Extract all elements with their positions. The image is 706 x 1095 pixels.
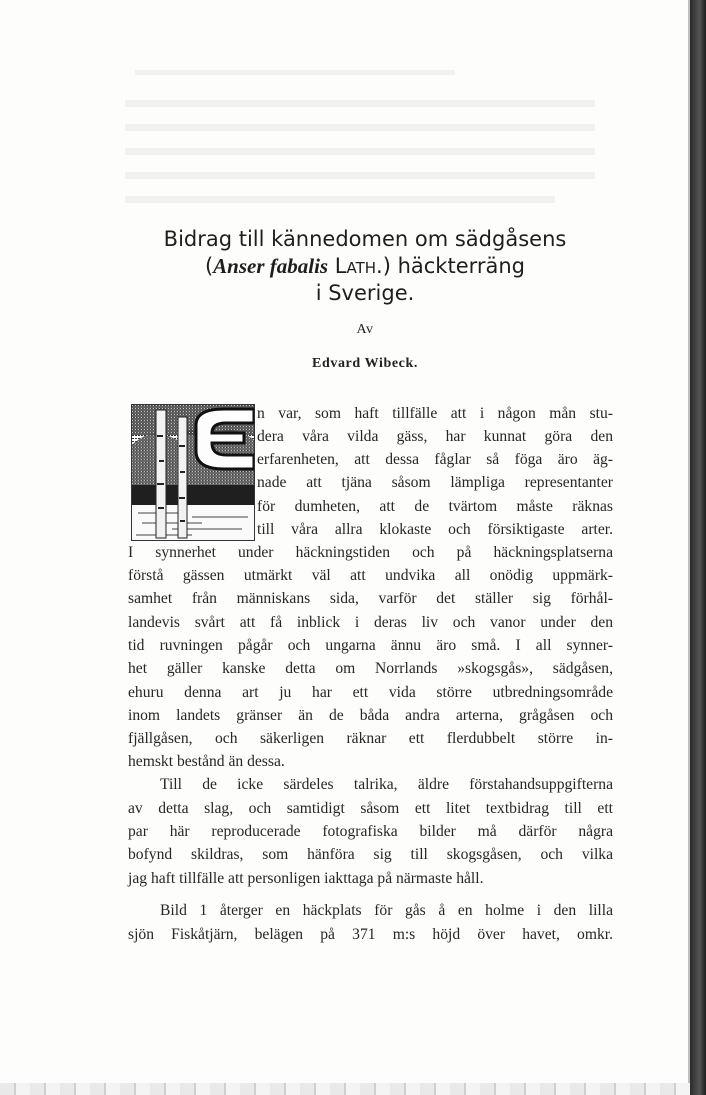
birch-tree-illustration xyxy=(132,405,254,540)
text-line: förstå gässen utmärkt väl att undvika all onödig uppmärk- xyxy=(128,567,613,584)
title-line-2 xyxy=(100,253,630,280)
text-line: hemskt bestånd än dessa. xyxy=(128,753,285,770)
text-line: Bild 1 återger en häckplats för gås å en holme i den lilla xyxy=(160,902,613,919)
text-line: tid ruvningen pågår och ungarna ännu äro små. I all synner- xyxy=(128,637,613,654)
title-line-3: i Sverige. xyxy=(315,281,415,305)
text-line: Till de icke särdeles talrika, äldre förstahandsuppgifterna xyxy=(160,776,613,793)
text-line: bofynd skildras, som hänföra sig till skogsgåsen, och vilka xyxy=(128,846,613,863)
bleed-through-text xyxy=(125,148,595,155)
text-line: nade att tjäna såsom lämpliga representanter xyxy=(257,474,613,491)
title-line-1: Bidrag till kännedomen om sädgåsens xyxy=(163,227,567,251)
text-line: för dumheten, att de tvärtom måste räknas xyxy=(257,498,613,515)
drop-cap-letter-shape xyxy=(196,409,254,469)
text-line: av detta slag, och samtidigt såsom ett litet textbidrag till ett xyxy=(128,800,613,817)
scientific-name: Anser fabalis xyxy=(213,254,329,278)
text-line: het gäller kanske detta om Norrlands »skogsgås», sädgåsen, xyxy=(128,660,613,677)
text-line: dera våra vilda gäss, har kunnat göra den xyxy=(257,428,613,445)
text-line: n var, som haft tillfälle att i någon mån stu- xyxy=(257,405,613,422)
text-line: landevis svårt att få inblick i deras liv och vanor under den xyxy=(128,614,613,631)
text-line: erfarenheten, att dessa fåglar så föga äro äg- xyxy=(257,451,613,468)
decorated-initial xyxy=(131,404,255,541)
title-line-2-rest: ) häckterräng xyxy=(382,254,526,278)
bleed-through-text xyxy=(125,172,595,179)
text-line: par här reproducerade fotografiska bilder må därför några xyxy=(128,823,613,840)
text-line: inom landets gränser än de båda andra arterna, grågåsen och xyxy=(128,707,613,724)
text-line: fjällgåsen, och säkerligen räknar ett flerdubbelt större in- xyxy=(128,730,613,747)
title-open-paren: ( xyxy=(204,254,214,278)
bleed-through-text xyxy=(125,100,595,107)
text-line: ehuru denna art ju har ett vida större utbredningsområde xyxy=(128,684,613,701)
text-line: jag haft tillfälle att personligen iakttaga på närmaste håll. xyxy=(128,870,484,887)
text-line: samhet från människans sida, varför det ställer sig förhål- xyxy=(128,590,613,607)
bleed-through-text xyxy=(135,70,455,75)
species-authority: Lath. xyxy=(334,254,383,278)
byline: Av xyxy=(356,322,374,337)
text-line: till våra allra klokaste och försiktigaste arter. xyxy=(257,521,613,538)
article-title xyxy=(100,226,630,307)
text-line: sjön Fiskåtjärn, belägen på 371 m:s höjd över havet, omkr. xyxy=(128,926,613,943)
book-edge-bottom xyxy=(0,1083,690,1095)
text-line: I synnerhet under häckningstiden och på häckningsplatserna xyxy=(128,544,613,561)
author-name: Edvard Wibeck. xyxy=(312,356,418,371)
bleed-through-text xyxy=(125,124,595,131)
book-edge-right xyxy=(690,0,706,1095)
bleed-through-text xyxy=(125,196,555,203)
